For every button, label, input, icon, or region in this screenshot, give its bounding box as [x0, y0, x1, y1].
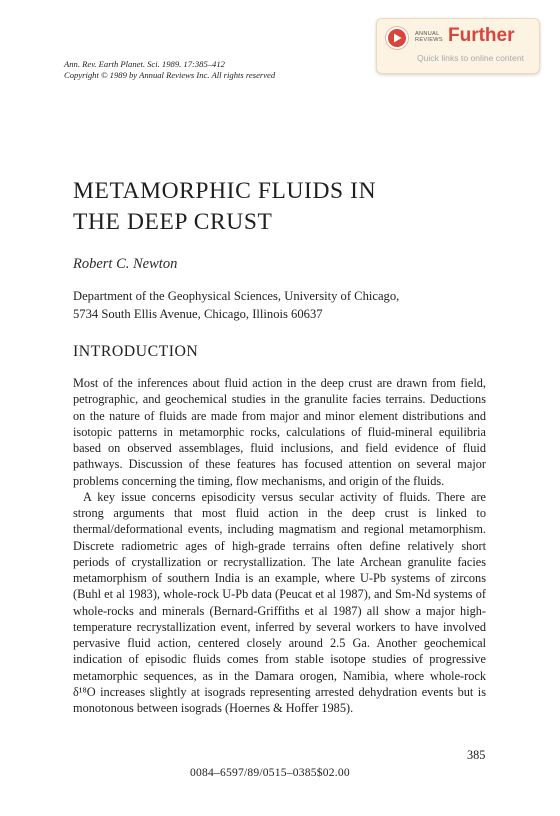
publisher-logo-text: ANNUAL REVIEWS [415, 31, 443, 44]
further-logo-word: Further [448, 25, 515, 46]
annual-reviews-further-badge[interactable] [376, 18, 540, 74]
body-paragraph: A key issue concerns episodicity versus secular activity of fluids. There are strong arguments that most fluid action in the deep crust is linked to thermal/deformational events, including magmatism and regional metamorphism. Discrete radiometric ages of high-grade terrains often define relatively short periods of crystallization or recrystallization. The late Archean granulite facies metamorphism of southern India is an example, where U-Pb systems of zircons (Buhl et al 1983), whole-rock U-Pb data (Peucat et al 1987), and Sm-Nd systems of whole-rocks and minerals (Bernard-Griffiths et al 1987) all show a major high-temperature recrystallization event, inferred by several workers to have involved pervasive fluid action, centered closely around 2.5 Ga. Another geochemical indication of episodic fluids comes from stable isotope studies of progressive metamorphic sequences, as in the Damara orogen, Namibia, where whole-rock δ¹⁸O increases slightly at isograds representing arrested dehydration events but is monotonous between isograds (Hoernes & Hoffer 1985). [73, 489, 486, 715]
affiliation-line: 5734 South Ellis Avenue, Chicago, Illinois 60637 [73, 306, 323, 321]
page-number: 385 [467, 748, 486, 762]
play-arrow-icon [386, 27, 408, 49]
body-paragraph: Most of the inferences about fluid action in the deep crust are drawn from field, petrographic, and geochemical studies in the granulite facies terrains. Deductions on the nature of fluids are made from major and minor element distributions and isotopic patterns in metamorphic rocks, calculations of fluid-mineral equilibria based on observed assemblages, fluid inclusions, and field evidence of fluid pathways. Discussion of these features has focused attention on several major problems concerning the timing, flow mechanisms, and origin of the fluids. [73, 376, 486, 488]
title-line: THE DEEP CRUST [73, 209, 273, 235]
copyright-line: Copyright © 1989 by Annual Reviews Inc. All rights reserved [64, 69, 276, 80]
journal-citation [64, 59, 275, 80]
affiliation-line: Department of the Geophysical Sciences, University of Chicago, [73, 289, 400, 303]
section-heading: INTRODUCTION [73, 343, 199, 360]
further-tagline: Quick links to online content [417, 53, 525, 63]
title-line: METAMORPHIC FLUIDS IN [73, 178, 377, 204]
citation-line: Ann. Rev. Earth Planet. Sci. 1989. 17:385–412 [64, 59, 225, 69]
article-title [73, 176, 376, 238]
author-name: Robert C. Newton [73, 256, 178, 272]
article-body [73, 375, 486, 716]
author-affiliation [73, 288, 399, 323]
document-code: 0084–6597/89/0515–0385$02.00 [190, 766, 350, 779]
